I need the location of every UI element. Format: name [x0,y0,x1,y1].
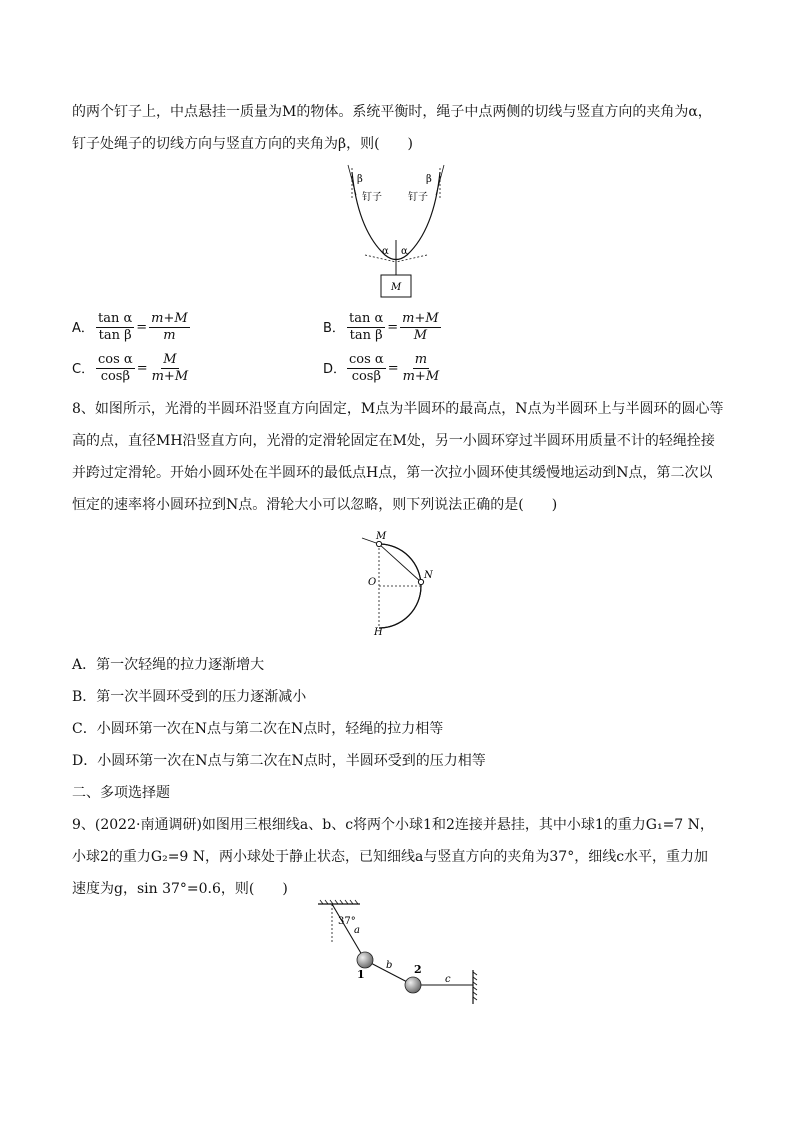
q7-option-b[interactable]: B． $\frac{\text{tan α}}{\text{tan β}}$ = $\frac{m+M}{M}$ [323,311,439,343]
beta-right-label: β [426,174,432,185]
q9-text-line2: 小球2的重力G₂=9 N，两小球处于静止状态，已知细线a与竖直方向的夹角为37°，细线c水平，重力加 [72,849,709,865]
q8-text-line2: 高的点，直径MH沿竖直方向，光滑的定滑轮固定在M处，另一小圆环穿过半圆环用质量不计的轻绳拴接 [72,433,715,449]
point-n-label: N [424,570,433,581]
q8-text-line3: 并跨过定滑轮。开始小圆环处在半圆环的最低点H点，第一次拉小圆环使其缓慢地运动到N点，第二次以 [72,465,713,481]
q8-option-b[interactable]: B．第一次半圆环受到的压力逐渐减小 [72,689,307,705]
string-b-label: b [386,960,393,971]
q9-text-line1: 9、(2022·南通调研)如图用三根细线a、b、c将两个小球1和2连接并悬挂，其中小球1的重力G₁=7 N， [72,817,714,833]
q8-option-d[interactable]: D．小圆环第一次在N点与第二次在N点时，半圆环受到的压力相等 [72,753,486,769]
q7-option-c[interactable]: C． $\frac{\text{cos α}}{\cos\beta}$ = $\frac{M}{m+M}$ [72,352,189,384]
ball-1-label: 1 [357,968,365,981]
q7-rope-figure [330,160,470,300]
q7-option-a[interactable]: A． $\frac{\text{tan α}}{\text{tan β}}$ = $\frac{m+M}{m}$ [72,311,188,343]
q8-semicircle-figure [360,525,450,640]
q9-balls-figure [310,898,490,1008]
nail-right-label: 钉子 [408,192,428,203]
string-c-label: c [445,974,451,985]
q9-text-line3: 速度为g，sin 37°=0.6，则( ) [72,881,288,897]
q7-text-line2: 钉子处绳子的切线方向与竖直方向的夹角为β，则( ) [72,136,414,152]
q8-option-c[interactable]: C．小圆环第一次在N点与第二次在N点时，轻绳的拉力相等 [72,721,444,737]
beta-left-label: β [357,174,363,185]
q7-text-line1: 的两个钉子上，中点悬挂一质量为M的物体。系统平衡时，绳子中点两侧的切线与竖直方向的夹角为α， [72,104,712,120]
point-o-label: O [368,577,377,588]
mass-label: M [391,282,402,293]
point-m-label: M [376,531,387,542]
q8-option-a[interactable]: A．第一次轻绳的拉力逐渐增大 [72,657,265,673]
ball-2-label: 2 [414,963,422,976]
q8-text-line1: 8、如图所示，光滑的半圆环沿竖直方向固定，M点为半圆环的最高点，N点为半圆环上与半圆环的圆心等 [72,401,724,417]
q7-option-d[interactable]: D． $\frac{\text{cos α}}{\cos\beta}$ = $\frac{m}{m+M}$ [323,352,440,384]
q8-text-line4: 恒定的速率将小圆环拉到N点。滑轮大小可以忽略，则下列说法正确的是( ) [72,497,558,513]
alpha-right-label: α [401,246,408,257]
point-h-label: H [374,627,383,638]
angle-label: 37° [338,916,356,927]
string-a-label: a [354,925,360,936]
alpha-left-label: α [382,246,389,257]
nail-left-label: 钉子 [362,192,382,203]
section-title: 二、多项选择题 [72,785,170,801]
